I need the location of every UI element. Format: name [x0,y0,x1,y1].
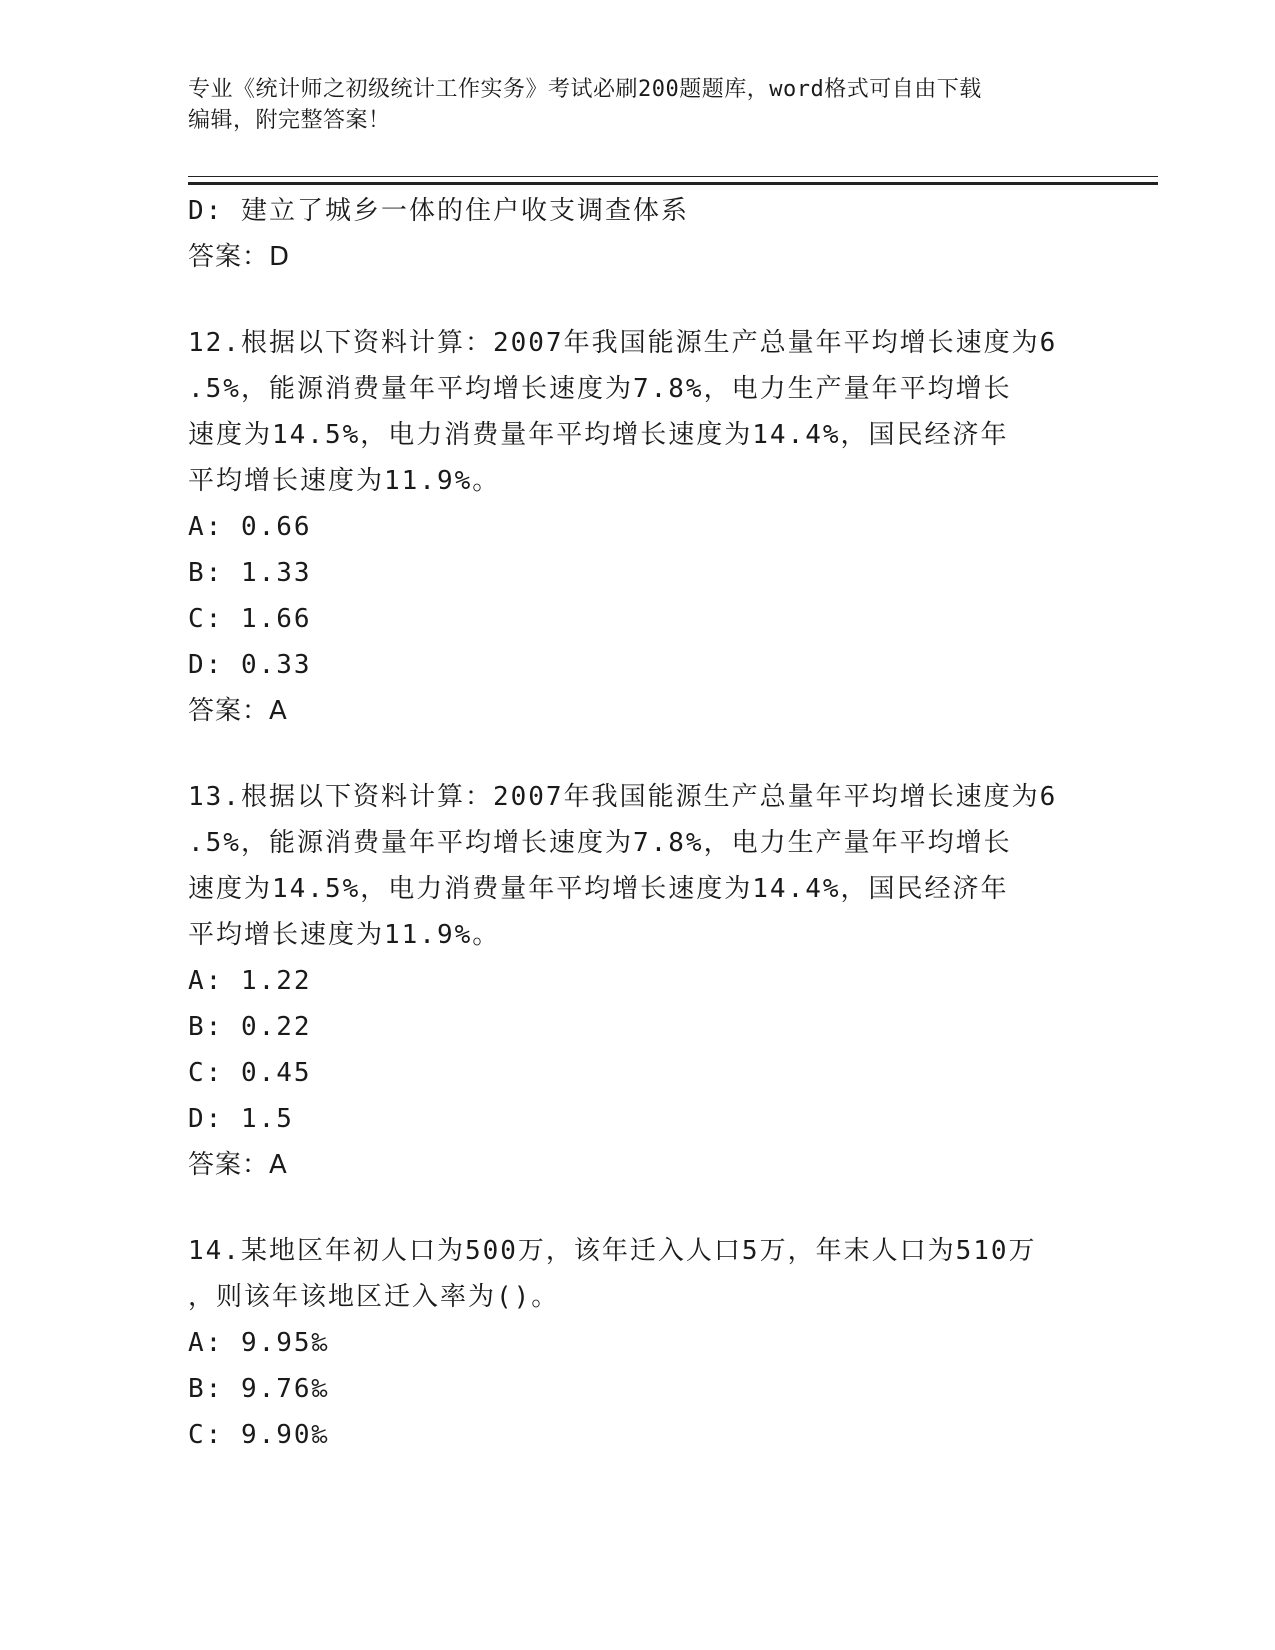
prev-question-tail [188,188,1088,280]
stem-line: 14.某地区年初人口为500万，该年迁入人口5万，年末人口为510万 [188,1236,1037,1266]
question-stem [188,320,1088,504]
stem-line: 速度为14.5%，电力消费量年平均增长速度为14.4%，国民经济年 [188,874,1009,904]
header-divider-bottom [188,182,1158,185]
header-line-1: 专业《统计师之初级统计工作实务》考试必刷200题题库，word格式可自由下载 [188,77,982,102]
stem-line: ，则该年该地区迁入率为()。 [188,1282,560,1312]
stem-line: .5%，能源消费量年平均增长速度为7.8%，电力生产量年平均增长 [188,828,1012,858]
option-a: A: 9.95‰ [188,1328,330,1358]
stem-line: 平均增长速度为11.9%。 [188,466,501,496]
option-d: D: 建立了城乡一体的住户收支调查体系 [188,196,689,226]
question-stem [188,1228,1088,1320]
stem-line: 12.根据以下资料计算：2007年我国能源生产总量年平均增长速度为6 [188,328,1058,358]
spacer [188,734,1088,774]
option-a: A: 1.22 [188,966,312,996]
question-12 [188,320,1088,734]
stem-line: 速度为14.5%，电力消费量年平均增长速度为14.4%，国民经济年 [188,420,1009,450]
page-header [188,74,1068,136]
option-d: D: 1.5 [188,1104,294,1134]
option-d: D: 0.33 [188,650,312,680]
header-divider-top [188,176,1158,177]
stem-line: 13.根据以下资料计算：2007年我国能源生产总量年平均增长速度为6 [188,782,1058,812]
stem-line: .5%，能源消费量年平均增长速度为7.8%，电力生产量年平均增长 [188,374,1012,404]
question-14 [188,1228,1088,1458]
option-b: B: 0.22 [188,1012,312,1042]
answer-line: 答案：A [188,696,288,726]
question-13 [188,774,1088,1188]
answer-line: 答案：A [188,1150,288,1180]
option-b: B: 1.33 [188,558,312,588]
option-c: C: 0.45 [188,1058,312,1088]
option-a: A: 0.66 [188,512,312,542]
option-c: C: 1.66 [188,604,312,634]
stem-line: 平均增长速度为11.9%。 [188,920,501,950]
document-content [188,188,1088,1458]
spacer [188,1188,1088,1228]
answer-line: 答案：D [188,242,291,272]
option-b: B: 9.76‰ [188,1374,330,1404]
option-c: C: 9.90‰ [188,1420,330,1450]
spacer [188,280,1088,320]
header-line-2: 编辑，附完整答案！ [188,108,391,133]
question-stem [188,774,1088,958]
